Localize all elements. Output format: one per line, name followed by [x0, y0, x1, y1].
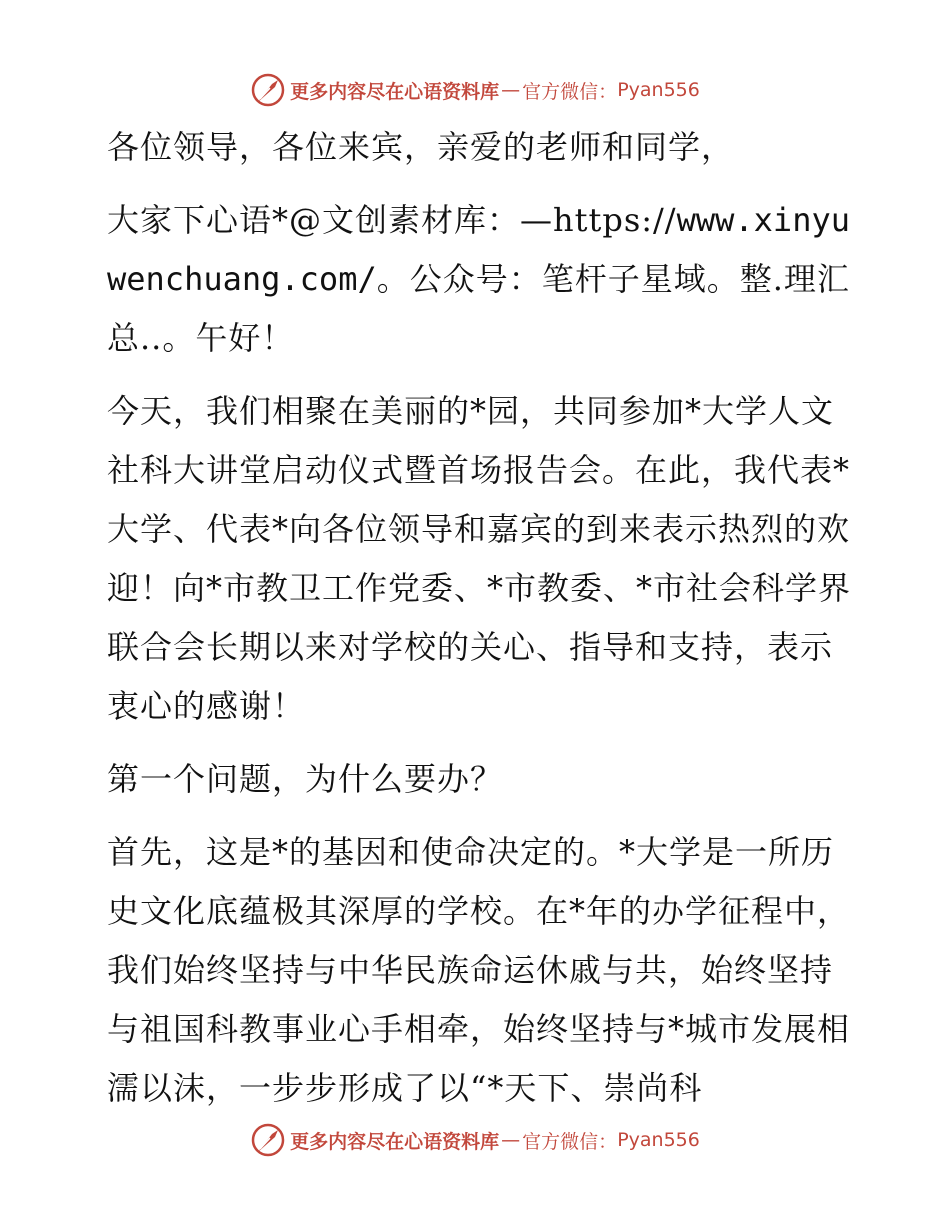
paragraph-greeting: 各位领导，各位来宾，亲爱的老师和同学， [107, 128, 735, 166]
quill-pen-logo-icon [250, 72, 286, 108]
header-banner [0, 68, 950, 112]
paragraph-welcome: 今天，我们相聚在美丽的*园，共同参加*大学人文社科大讲堂启动仪式暨首场报告会。在此，我代表*大学、代表*向各位领导和嘉宾的到来表示热烈的欢迎！向*市教卫工作党委、*市教委、*市社会科学界联合会长期以来对学校的关心、指导和支持，表示衷心的感谢！ [107, 392, 852, 725]
banner-text-main: 更多内容尽在心语资料库 [290, 80, 500, 103]
banner-text-main: 更多内容尽在心语资料库 [290, 1130, 500, 1153]
intro-url: www.xinyuwenchuang.com/ [107, 201, 850, 298]
paragraph-intro [97, 191, 857, 368]
intro-text-a: 大家下心语*@文创素材库：—https:// [107, 201, 677, 239]
banner-dash: — [501, 1129, 521, 1151]
banner-wechat-id: Pyan556 [617, 1129, 700, 1151]
document-body [97, 118, 857, 1132]
footer-banner [0, 1118, 950, 1162]
intro-text-c: 。公众号：笔杆子星域。整.理汇总..。午好！ [107, 260, 850, 357]
banner-text-wechat: 官方微信： [522, 80, 618, 103]
banner-text-wechat: 官方微信： [522, 1130, 618, 1153]
quill-pen-logo-icon [250, 1122, 286, 1158]
banner-wechat-id: Pyan556 [617, 79, 700, 101]
paragraph-first-reason: 首先，这是*的基因和使命决定的。*大学是一所历史文化底蕴极其深厚的学校。在*年的办学征程中，我们始终坚持与中华民族命运休戚与共，始终坚持与祖国科教事业心手相牵，始终坚持与*城市发展相濡以沫，一步步形成了以“*天下、崇尚科 [107, 833, 851, 1107]
banner-dash: — [501, 79, 521, 101]
paragraph-question-one: 第一个问题，为什么要办？ [107, 760, 504, 798]
